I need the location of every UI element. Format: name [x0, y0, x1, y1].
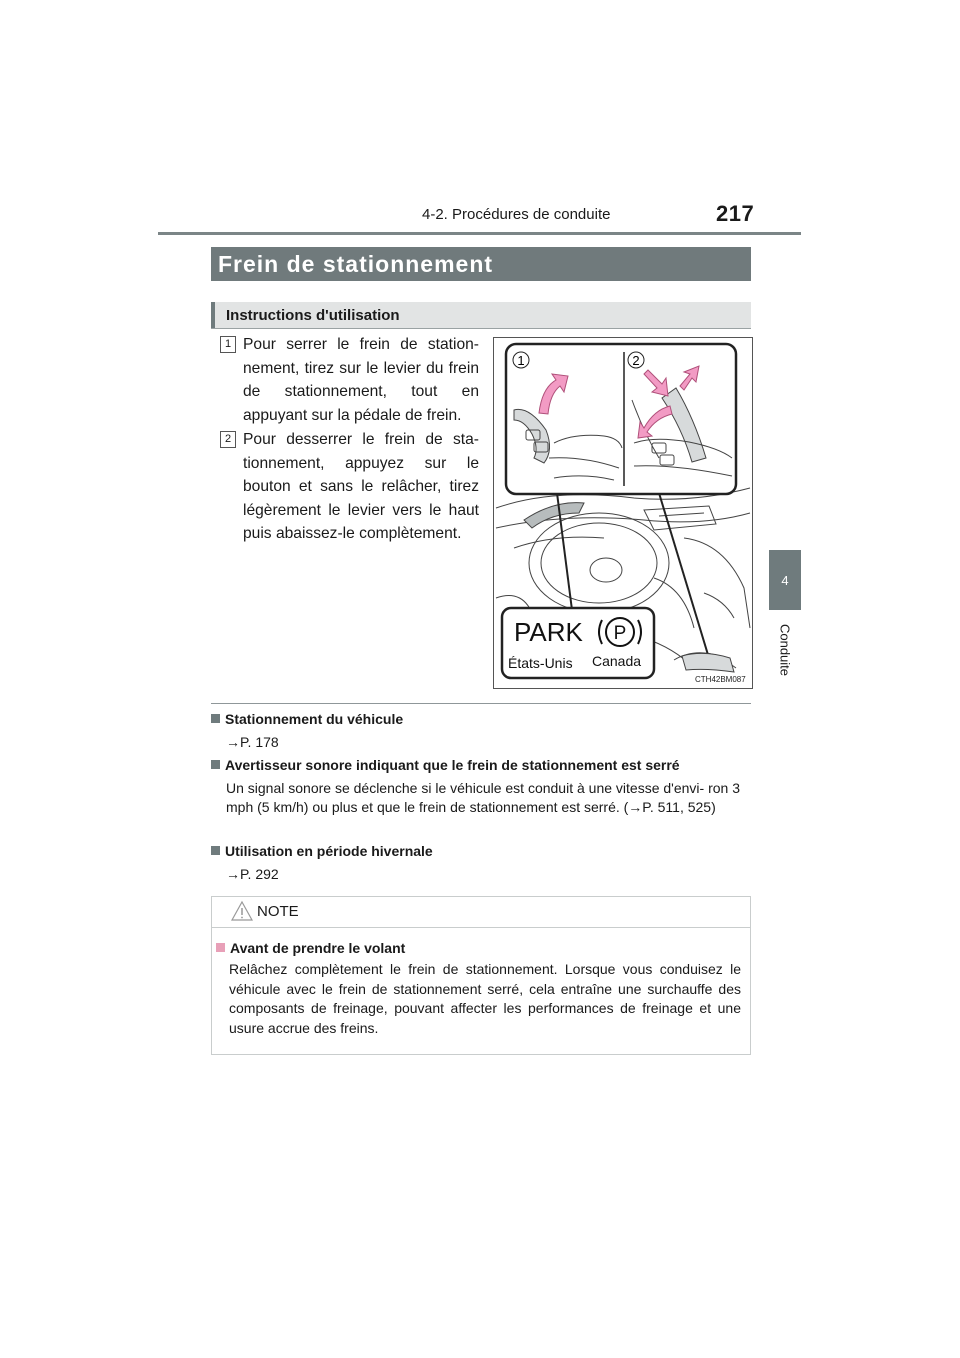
section-subtitle-bar [211, 302, 751, 328]
p-symbol: P [613, 623, 627, 644]
chapter-label-wrap [740, 620, 830, 680]
note-body-2: Un signal sonore se déclenche si le véhicule est conduit à une vitesse d'envi- ron 3 mph (5 km/h) ou plus et que le frein de stationnement est serré. (→P. 511, 525) [226, 780, 740, 815]
figure-code: CTH42BM087 [695, 675, 746, 684]
note-body-1: →P. 178 [226, 734, 279, 750]
us-label: États-Unis [508, 655, 573, 671]
note-box-body: Relâchez complètement le frein de stationnement. Lorsque vous conduisez le véhicule avec le frein de stationnement serré, cela entraîne une surchauffe des composants de freinage, pouvant affecter les performances de freinage et une usure accrue des freins. [229, 961, 741, 1036]
step-text-2: Pour desserrer le frein de sta- tionnement, appuyez sur le bouton et sans le relâcher, tirez légèrement le levier vers le haut puis abaissez-le complètement. [243, 431, 479, 543]
step-text-1: Pour serrer le frein de station- nement, tirez sur le levier du frein de stationnement, tout en appuyant sur la pédale de frein. [243, 336, 479, 424]
section-label: 4-2. Procédures de conduite [422, 206, 611, 223]
note-body-3: →P. 292 [226, 866, 279, 882]
canada-label: Canada [592, 653, 642, 669]
square-bullet-icon [216, 943, 225, 952]
section-subtitle: Instructions d'utilisation [226, 307, 400, 324]
page-title: Frein de stationnement [218, 251, 494, 277]
square-bullet-icon [211, 760, 220, 769]
page-title-bar [211, 247, 751, 281]
header-rule [158, 232, 801, 235]
note-box-header [212, 897, 750, 928]
note-box-label: NOTE [257, 903, 299, 920]
step-number-1: 1 [220, 336, 236, 353]
page-number: 217 [716, 201, 755, 226]
chapter-number: 4 [781, 572, 789, 588]
note-heading-3: Utilisation en période hivernale [211, 843, 433, 859]
parking-brake-illustration [493, 337, 753, 689]
park-label: PARK [514, 617, 583, 647]
note-box [211, 896, 751, 1055]
square-bullet-icon [211, 846, 220, 855]
subtitle-rule [211, 328, 751, 329]
callout-2: 2 [632, 353, 640, 368]
separator-rule [211, 703, 751, 704]
note-box-heading: Avant de prendre le volant [216, 940, 405, 956]
chapter-label: Conduite [777, 623, 793, 677]
step-number-2: 2 [220, 431, 236, 448]
chapter-tab [769, 550, 801, 610]
note-heading-2: Avertisseur sonore indiquant que le frein de stationnement est serré [211, 757, 680, 773]
note-heading-1: Stationnement du véhicule [211, 711, 403, 727]
warning-triangle-icon [231, 900, 253, 922]
callout-1: 1 [517, 353, 525, 368]
square-bullet-icon [211, 714, 220, 723]
